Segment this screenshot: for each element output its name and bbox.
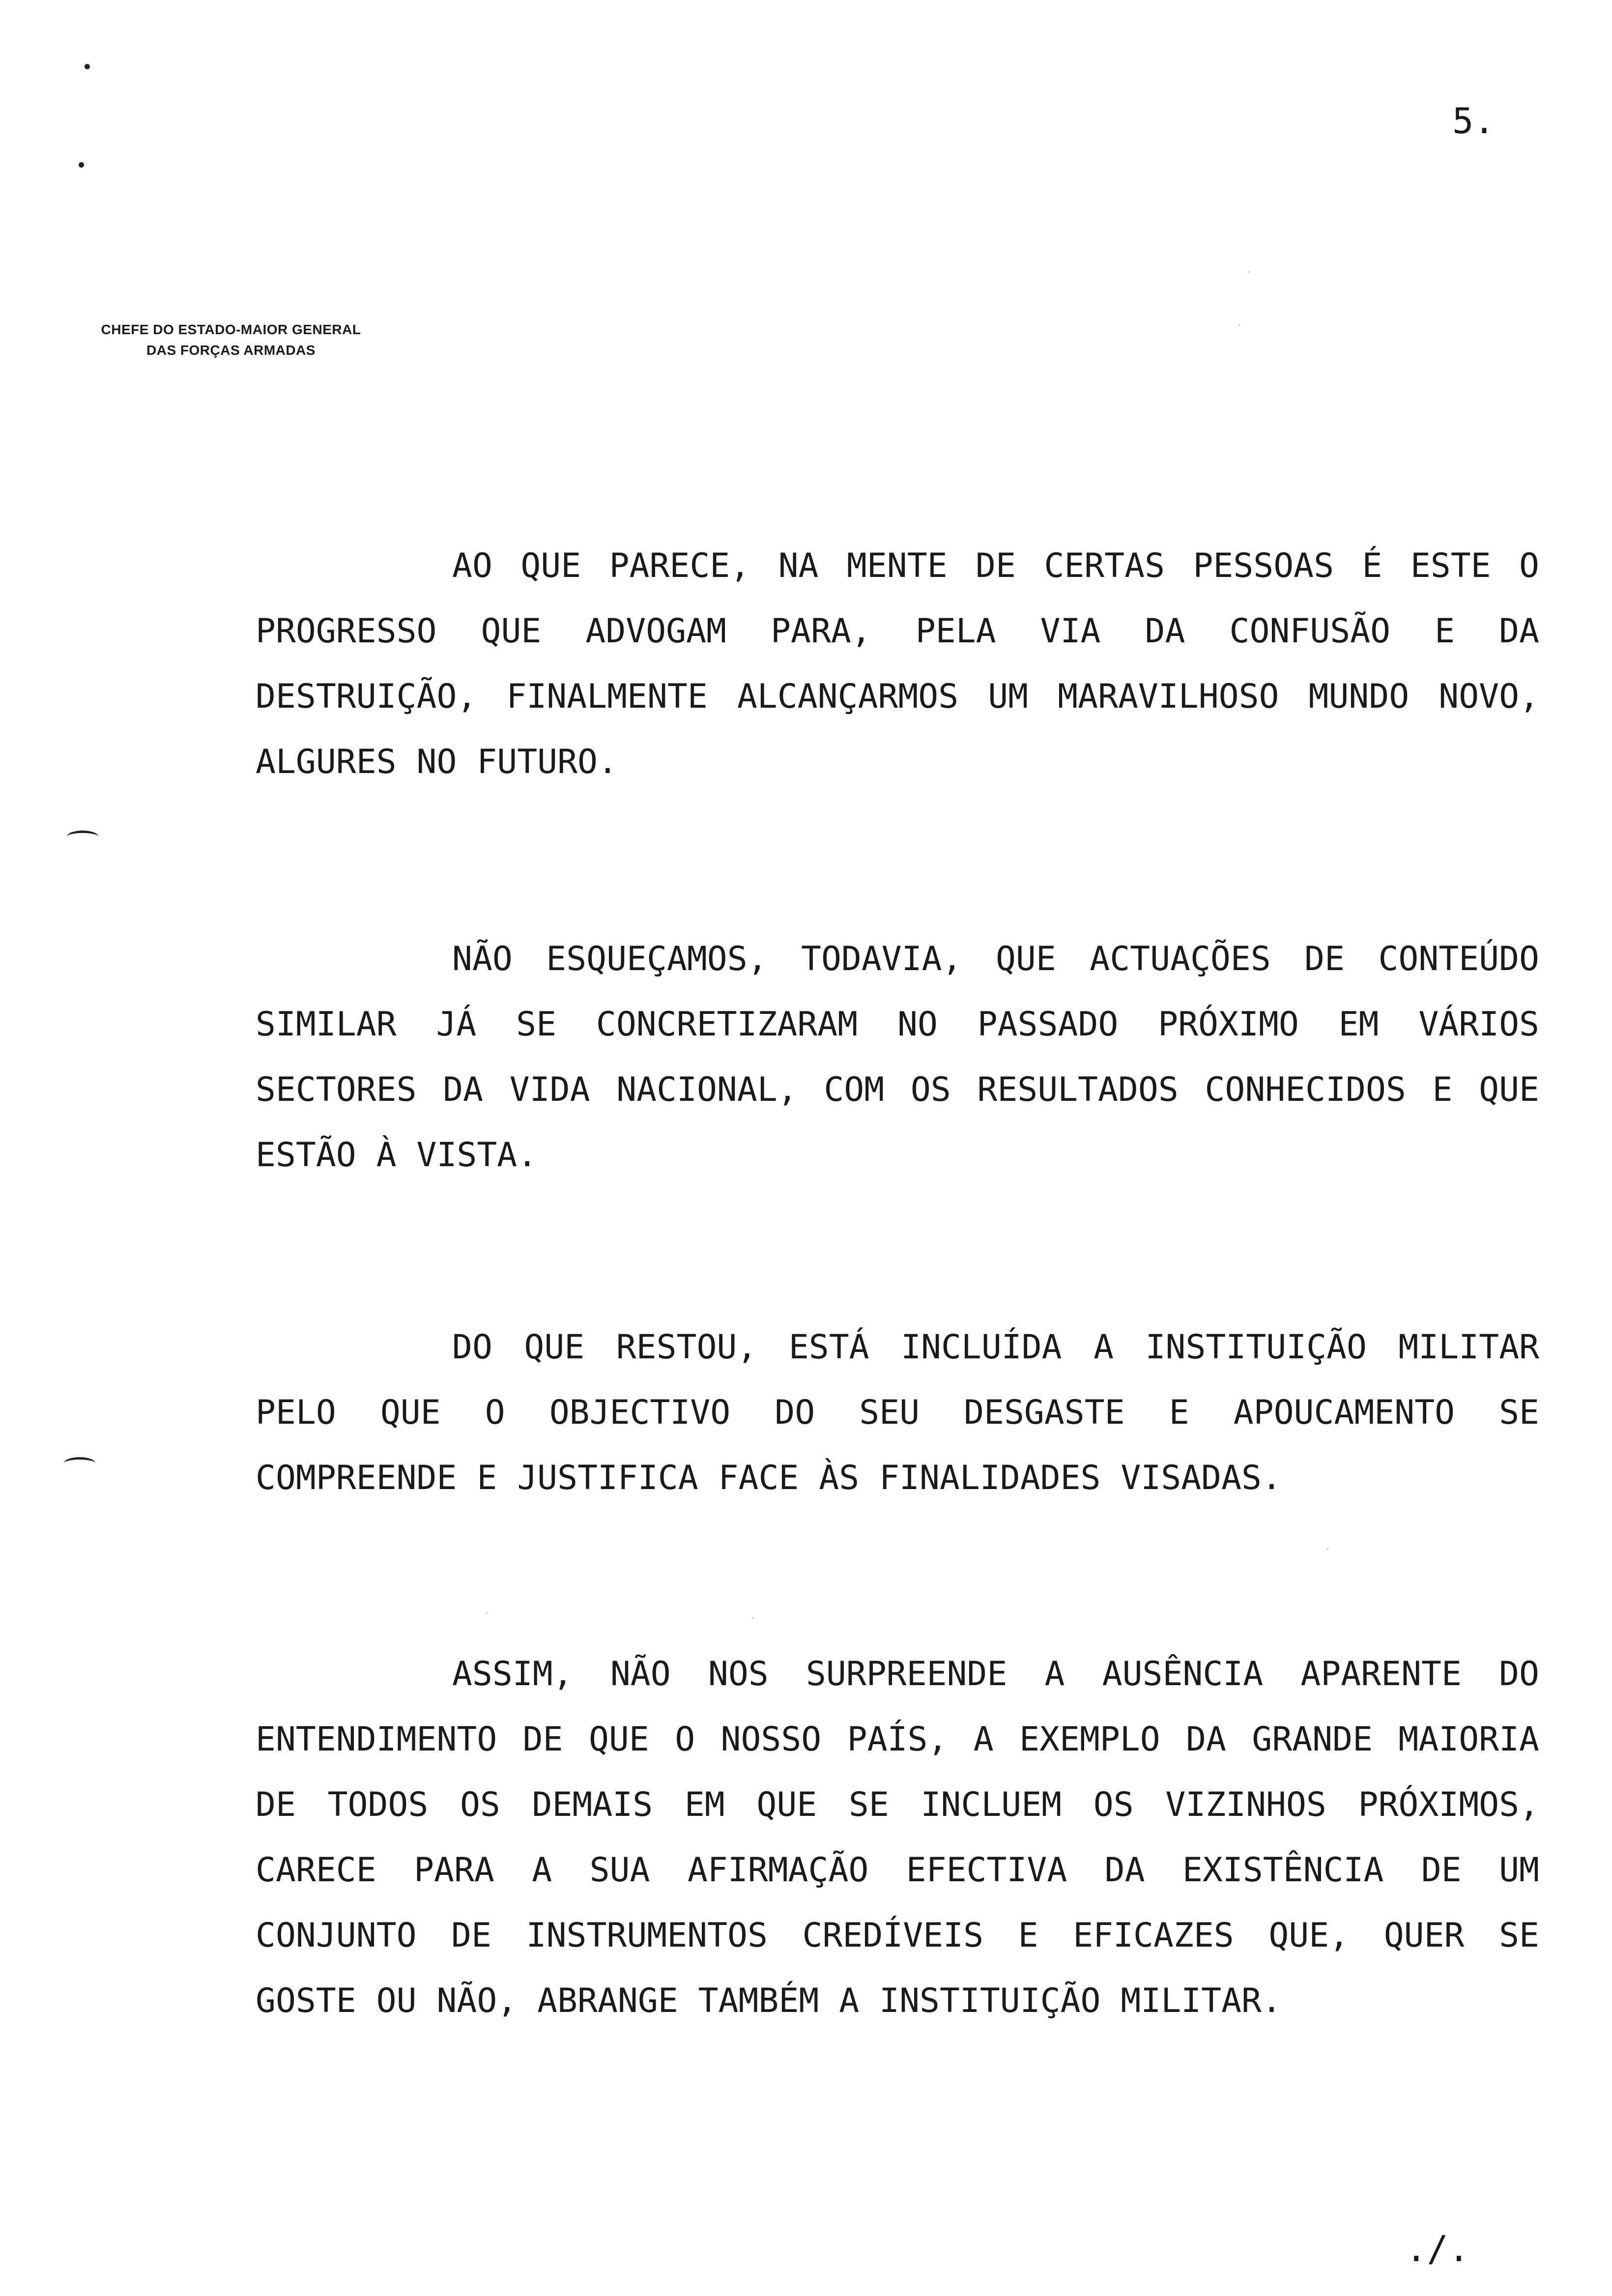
scan-speck <box>1248 271 1250 273</box>
punch-hole-mark-lower <box>64 1457 95 1469</box>
scan-dot-top <box>85 64 90 69</box>
punch-hole-mark-upper <box>67 831 98 843</box>
letterhead <box>59 319 403 361</box>
letterhead-line-1: CHEFE DO ESTADO-MAIOR GENERAL <box>101 322 361 337</box>
paragraph: ASSIM, NÃO NOS SURPREENDE A AUSÊNCIA APARENTE DO ENTENDIMENTO DE QUE O NOSSO PAÍS, A EXEMPLO DA GRANDE MAIORIA DE TODOS OS DEMAIS EM QUE SE INCLUEM OS VIZINHOS PRÓXIMOS, CARECE PARA A SUA AFIRMAÇÃO EFECTIVA DA EXISTÊNCIA DE UM CONJUNTO DE INSTRUMENTOS CREDÍVEIS E EFICAZES QUE, QUER SE GOSTE OU NÃO, ABRANGE TAMBÉM A INSTITUIÇÃO MILITAR. <box>256 1655 1539 2020</box>
scan-speck <box>752 1617 753 1618</box>
continuation-mark: ./. <box>1406 2228 1470 2269</box>
paragraph: DO QUE RESTOU, ESTÁ INCLUÍDA A INSTITUIÇÃO MILITAR PELO QUE O OBJECTIVO DO SEU DESGASTE E APOUCAMENTO SE COMPREENDE E JUSTIFICA FACE ÀS FINALIDADES VISADAS. <box>256 1328 1539 1497</box>
paragraph: NÃO ESQUEÇAMOS, TODAVIA, QUE ACTUAÇÕES DE CONTEÚDO SIMILAR JÁ SE CONCRETIZARAM NO PASSADO PRÓXIMO EM VÁRIOS SECTORES DA VIDA NACIONAL, COM OS RESULTADOS CONHECIDOS E QUE ESTÃO À VISTA. <box>256 940 1539 1175</box>
scan-dot-second <box>79 162 84 168</box>
letterhead-line-2: DAS FORÇAS ARMADAS <box>146 343 316 358</box>
scan-speck <box>487 1612 488 1613</box>
scan-speck <box>1238 324 1240 326</box>
paragraph: AO QUE PARECE, NA MENTE DE CERTAS PESSOAS É ESTE O PROGRESSO QUE ADVOGAM PARA, PELA VIA DA CONFUSÃO E DA DESTRUIÇÃO, FINALMENTE ALCANÇARMOS UM MARAVILHOSO MUNDO NOVO, ALGURES NO FUTURO. <box>256 546 1539 781</box>
scan-speck <box>1327 1548 1328 1550</box>
page-number: 5. <box>1452 100 1495 142</box>
